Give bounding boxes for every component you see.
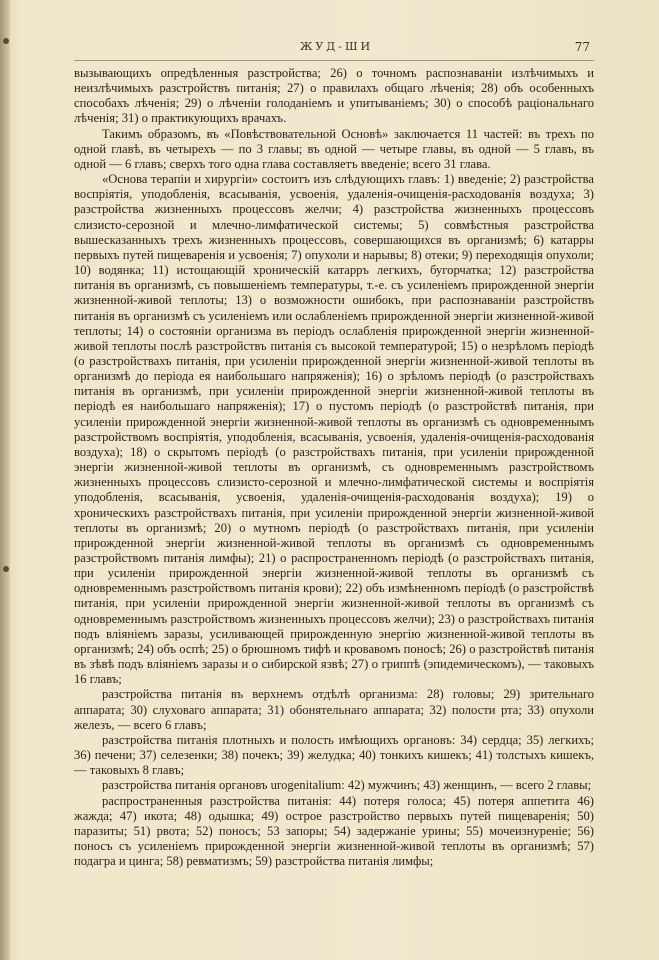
binding-hole [3, 566, 9, 572]
paragraph: вызывающихъ опредѣленныя разстройства; 26) о точномъ распознаваніи излѣчимыхъ и неизлѣчимыхъ разстройствъ питанія; 27) о правилахъ общаго лѣченія; 28) объ особенныхъ способахъ лѣченія; 29) о лѣченіи голоданіемъ и упитываніемъ; 30) о способѣ раціональнаго лѣченія; 31) о практикующихъ врачахъ. [74, 66, 594, 126]
binding-hole [3, 38, 9, 44]
paragraph: разстройства питанія плотныхъ и полость имѣющихъ органовъ: 34) сердца; 35) легкихъ; 36) печени; 37) селезенки; 38) почекъ; 39) желудка; 40) тонкихъ кишекъ; 41) толстыхъ кишекъ, — таковыхъ 8 главъ; [74, 732, 594, 778]
body-text [74, 66, 594, 869]
page-number: 77 [574, 40, 590, 54]
page-header [80, 40, 590, 58]
paragraph: разстройства питанія въ верхнемъ отдѣлѣ организма: 28) головы; 29) зрительнаго аппарата; 30) слуховаго аппарата; 31) обонятельнаго аппарата; 32) полости рта; 33) опухоли железъ, — всего 6 главъ; [74, 687, 594, 732]
running-title: ЖУД-ШИ [300, 40, 374, 53]
paragraph: «Основа терапіи и хирургіи» состоитъ изъ слѣдующихъ главъ: 1) введеніе; 2) разстройства воспріятія, уподобленія, всасыванія, усвоенія, удаленія-очищенія-расходованія воздуха; 3) разстройства жизненныхъ процессовъ желчи; 4) разстройства жизненныхъ процессовъ слизисто-серозной и млечно-лимфатической системы; 5) совмѣстныя разстройства вышесказанныхъ трехъ жизненныхъ процессовъ, совершающихся въ организмѣ; 6) катарры первыхъ путей пищеваренія и усвоенія; 7) опухоли и нарывы; 8) отеки; 9) переходящія опухоли; 10) водянка; 11) истощающій хроническій катарръ легкихъ, бугорчатка; 12) разстройства питанія въ организмѣ, съ повышеніемъ температуры, т.-е. съ усиленіемъ прирожденной энергіи жизненной-живой теплоты; 13) о возможности ошибокъ, при распознаваніи разстройствъ питанія въ организмѣ съ усиленіемъ или ослабленіемъ прирожденной энергіи жизненной-живой теплоты; 14) о состояніи организма въ періодъ ослабленія прирожденной энергіи жизненной-живой теплоты послѣ разстройствъ питанія съ высокой температурой; 15) о незрѣломъ періодѣ (о разстройствахъ питанія, при усиленіи прирожденной энергіи жизненной-живой теплоты въ организмѣ до періода ея наибольшаго напряженія); 16) о зрѣломъ періодѣ (о разстройствахъ питанія въ организмѣ, при усиленіи прирожденной энергіи жизненной-живой теплоты въ періодѣ ея наибольшаго напряженія); 17) о пустомъ періодѣ (о разстройствѣ питанія, при усиленіи прирожденной энергіи жизненной-живой теплоты въ организмѣ съ одновременнымъ разстройствомъ воспріятія, уподобленія, всасыванія, усвоенія, удаленія-очищенія-расходованія воздуха); 18) о скрытомъ періодѣ (о разстройствахъ питанія, при усиленіи прирожденной энергіи жизненной-живой теплоты въ организмѣ, съ одновременнымъ разстройствомъ жизненныхъ процессовъ слизисто-серозной и млечно-лимфатической системы и воспріятія уподобленія, всасыванія, усвоенія, удаленія-очищенія-расходованія воздуха); 19) о хроническихъ разстройствахъ питанія, при усиленіи прирожденной энергіи жизненной-живой теплоты въ организмѣ; 20) о мутномъ періодѣ (о разстройствахъ питанія, при усиленіи прирожденной энергіи жизненной-живой теплоты въ организмѣ съ одновременнымъ разстройствомъ питанія лимфы); 21) о распространенномъ періодѣ (о разстройствахъ питанія, при усиленіи прирожденной энергіи жизненной-живой теплоты въ организмѣ съ одновременнымъ разстройствомъ питанія крови); 22) объ измѣненномъ періодѣ (о разстройствѣ питанія, при усиленіи прирожденной энергіи жизненной-живой теплоты въ организмѣ съ одновременнымъ разстройствомъ жизненныхъ процессовъ желчи); 23) о разстройствахъ питанія подъ вліяніемъ заразы, усиливающей прирожденную энергію жизненной-живой теплоты въ организмѣ; 24) объ оспѣ; 25) о брюшномъ тифѣ и кровавомъ поносѣ; 26) о разстройствѣ питанія въ зѣвѣ подъ вліяніемъ заразы и о сибирской язвѣ; 27) о гриппѣ (эпидемическомъ), — таковыхъ 16 главъ; [74, 172, 594, 687]
page-binding-edge [0, 0, 10, 960]
paragraph: Такимъ образомъ, въ «Повѣствовательной Основѣ» заключается 11 частей: въ трехъ по одной главѣ, въ четырехъ — по 3 главы; въ одной — четыре главы, въ одной — 5 главъ, въ одной — 6 главъ; сверхъ того одна глава составляетъ введеніе; всего 31 глава. [74, 126, 594, 171]
header-rule [74, 60, 594, 61]
paragraph: разстройства питанія органовъ urogenitalium: 42) мужчинъ; 43) женщинъ, — всего 2 главы; [102, 778, 592, 793]
paragraph: распространенныя разстройства питанія: 44) потеря голоса; 45) потеря аппетита 46) жажда; 47) икота; 48) одышка; 49) острое разстройство первыхъ путей пищеваренія; 50) паразиты; 51) рвота; 52) поносъ; 53 запоры; 54) задержаніе урины; 55) мочеизнуреніе; 56) поносъ съ усиленіемъ прирожденной энергіи жизненной-живой теплоты въ организмѣ; 57) подагра и цинга; 58) ревматизмъ; 59) разстройства питанія лимфы; [74, 793, 594, 869]
